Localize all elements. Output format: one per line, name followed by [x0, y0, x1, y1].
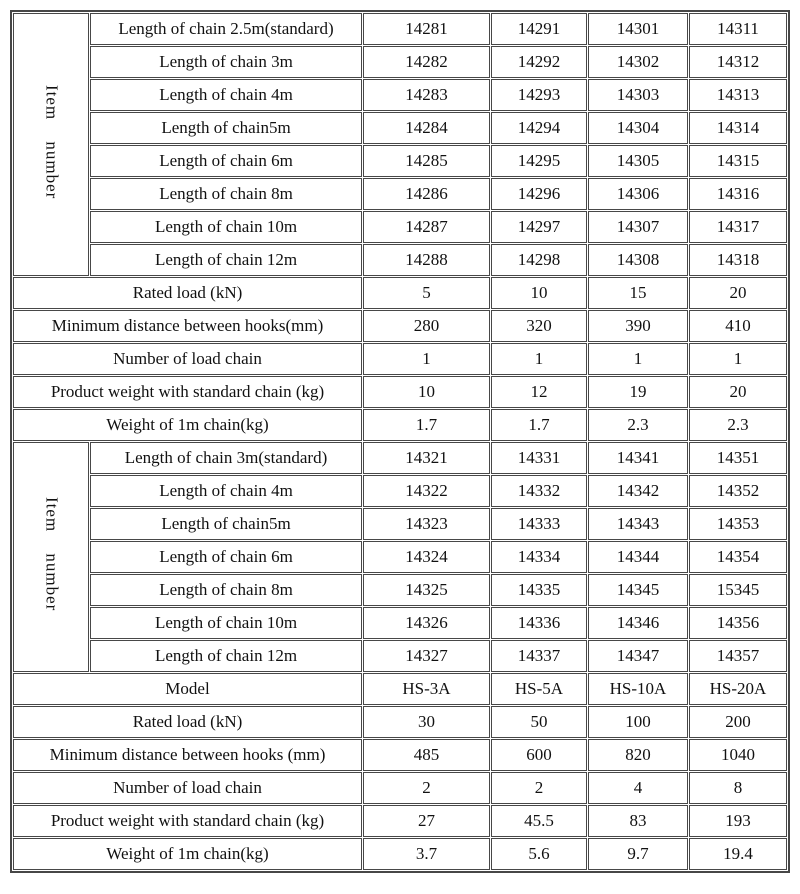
value-cell: 50 — [491, 706, 587, 738]
value-cell: 5.6 — [491, 838, 587, 870]
table-row — [13, 805, 787, 837]
value-cell: 30 — [363, 706, 490, 738]
value-cell: HS-20A — [689, 673, 787, 705]
row-label: Length of chain 4m — [90, 475, 362, 507]
value-cell: 14357 — [689, 640, 787, 672]
value-cell: 1 — [363, 343, 490, 375]
value-cell: 1 — [588, 343, 688, 375]
table-row — [13, 739, 787, 771]
table-row — [13, 277, 787, 309]
value-cell: HS-3A — [363, 673, 490, 705]
row-label: Number of load chain — [13, 343, 362, 375]
value-cell: 14318 — [689, 244, 787, 276]
table-row — [13, 310, 787, 342]
table-row — [13, 442, 787, 474]
table-row — [13, 574, 787, 606]
value-cell: 14324 — [363, 541, 490, 573]
value-cell: 14336 — [491, 607, 587, 639]
value-cell: 14347 — [588, 640, 688, 672]
value-cell: 14353 — [689, 508, 787, 540]
value-cell: 14331 — [491, 442, 587, 474]
value-cell: 390 — [588, 310, 688, 342]
value-cell: 20 — [689, 277, 787, 309]
item-number-vertical-label: Item number — [42, 497, 62, 612]
value-cell: 14288 — [363, 244, 490, 276]
value-cell: 100 — [588, 706, 688, 738]
row-label: Length of chain 6m — [90, 145, 362, 177]
value-cell: 5 — [363, 277, 490, 309]
table-row — [13, 376, 787, 408]
row-label: Minimum distance between hooks (mm) — [13, 739, 362, 771]
table-row — [13, 178, 787, 210]
value-cell: 485 — [363, 739, 490, 771]
value-cell: 14304 — [588, 112, 688, 144]
value-cell: 14292 — [491, 46, 587, 78]
value-cell: 14354 — [689, 541, 787, 573]
table-row — [13, 607, 787, 639]
value-cell: 14344 — [588, 541, 688, 573]
value-cell: 4 — [588, 772, 688, 804]
row-label: Length of chain 10m — [90, 211, 362, 243]
value-cell: 820 — [588, 739, 688, 771]
value-cell: 10 — [491, 277, 587, 309]
value-cell: 14315 — [689, 145, 787, 177]
table-row — [13, 838, 787, 870]
row-label: Minimum distance between hooks(mm) — [13, 310, 362, 342]
value-cell: 10 — [363, 376, 490, 408]
value-cell: 45.5 — [491, 805, 587, 837]
table-row — [13, 211, 787, 243]
table-row — [13, 13, 787, 45]
row-label: Length of chain 8m — [90, 574, 362, 606]
value-cell: 14302 — [588, 46, 688, 78]
value-cell: 2.3 — [689, 409, 787, 441]
row-label: Product weight with standard chain (kg) — [13, 376, 362, 408]
value-cell: 83 — [588, 805, 688, 837]
value-cell: 14326 — [363, 607, 490, 639]
value-cell: 14323 — [363, 508, 490, 540]
value-cell: 14332 — [491, 475, 587, 507]
value-cell: 14314 — [689, 112, 787, 144]
value-cell: 14291 — [491, 13, 587, 45]
row-label: Length of chain 12m — [90, 244, 362, 276]
value-cell: 410 — [689, 310, 787, 342]
value-cell: 14286 — [363, 178, 490, 210]
value-cell: 1.7 — [491, 409, 587, 441]
spec-table — [10, 10, 790, 873]
value-cell: 14327 — [363, 640, 490, 672]
value-cell: 14345 — [588, 574, 688, 606]
row-label: Rated load (kN) — [13, 277, 362, 309]
value-cell: 14321 — [363, 442, 490, 474]
value-cell: 1.7 — [363, 409, 490, 441]
value-cell: 14287 — [363, 211, 490, 243]
table-row — [13, 112, 787, 144]
table-row — [13, 79, 787, 111]
value-cell: 12 — [491, 376, 587, 408]
value-cell: 27 — [363, 805, 490, 837]
value-cell: 14301 — [588, 13, 688, 45]
value-cell: 14316 — [689, 178, 787, 210]
table-row — [13, 475, 787, 507]
value-cell: 14342 — [588, 475, 688, 507]
value-cell: 20 — [689, 376, 787, 408]
table-row — [13, 244, 787, 276]
value-cell: 14317 — [689, 211, 787, 243]
value-cell: 193 — [689, 805, 787, 837]
value-cell: 14295 — [491, 145, 587, 177]
value-cell: HS-5A — [491, 673, 587, 705]
table-row — [13, 343, 787, 375]
value-cell: 8 — [689, 772, 787, 804]
value-cell: 14283 — [363, 79, 490, 111]
value-cell: 1 — [491, 343, 587, 375]
value-cell: 14352 — [689, 475, 787, 507]
value-cell: 280 — [363, 310, 490, 342]
value-cell: 14297 — [491, 211, 587, 243]
value-cell: 1 — [689, 343, 787, 375]
value-cell: 14346 — [588, 607, 688, 639]
value-cell: 19 — [588, 376, 688, 408]
value-cell: 9.7 — [588, 838, 688, 870]
value-cell: 14294 — [491, 112, 587, 144]
row-label: Weight of 1m chain(kg) — [13, 409, 362, 441]
table-row — [13, 706, 787, 738]
value-cell: 14312 — [689, 46, 787, 78]
value-cell: 14325 — [363, 574, 490, 606]
row-label: Length of chain 10m — [90, 607, 362, 639]
item-number-vertical-label: Item number — [42, 84, 62, 200]
value-cell: 14303 — [588, 79, 688, 111]
row-label: Length of chain 8m — [90, 178, 362, 210]
value-cell: 320 — [491, 310, 587, 342]
row-label: Weight of 1m chain(kg) — [13, 838, 362, 870]
value-cell: 2 — [491, 772, 587, 804]
row-label: Rated load (kN) — [13, 706, 362, 738]
value-cell: 14356 — [689, 607, 787, 639]
value-cell: 14343 — [588, 508, 688, 540]
table-row — [13, 46, 787, 78]
value-cell: 14311 — [689, 13, 787, 45]
row-label: Length of chain5m — [90, 508, 362, 540]
value-cell: HS-10A — [588, 673, 688, 705]
value-cell: 14296 — [491, 178, 587, 210]
value-cell: 14334 — [491, 541, 587, 573]
value-cell: 2.3 — [588, 409, 688, 441]
row-label: Product weight with standard chain (kg) — [13, 805, 362, 837]
row-label: Length of chain5m — [90, 112, 362, 144]
table-row — [13, 508, 787, 540]
table-row — [13, 409, 787, 441]
item-number-group-header-1 — [13, 13, 89, 276]
value-cell: 1040 — [689, 739, 787, 771]
table-row — [13, 541, 787, 573]
value-cell: 2 — [363, 772, 490, 804]
value-cell: 14313 — [689, 79, 787, 111]
row-label: Length of chain 6m — [90, 541, 362, 573]
value-cell: 14341 — [588, 442, 688, 474]
row-label: Length of chain 2.5m(standard) — [90, 13, 362, 45]
value-cell: 14293 — [491, 79, 587, 111]
item-number-group-header-2 — [13, 442, 89, 672]
table-row — [13, 145, 787, 177]
value-cell: 200 — [689, 706, 787, 738]
value-cell: 14305 — [588, 145, 688, 177]
value-cell: 14281 — [363, 13, 490, 45]
value-cell: 14337 — [491, 640, 587, 672]
row-label: Length of chain 12m — [90, 640, 362, 672]
row-label: Model — [13, 673, 362, 705]
table-row — [13, 640, 787, 672]
value-cell: 3.7 — [363, 838, 490, 870]
value-cell: 14285 — [363, 145, 490, 177]
row-label: Length of chain 3m(standard) — [90, 442, 362, 474]
value-cell: 600 — [491, 739, 587, 771]
value-cell: 19.4 — [689, 838, 787, 870]
value-cell: 14335 — [491, 574, 587, 606]
row-label: Length of chain 4m — [90, 79, 362, 111]
value-cell: 14284 — [363, 112, 490, 144]
value-cell: 14298 — [491, 244, 587, 276]
value-cell: 14306 — [588, 178, 688, 210]
table-row — [13, 772, 787, 804]
value-cell: 15345 — [689, 574, 787, 606]
value-cell: 14282 — [363, 46, 490, 78]
value-cell: 14351 — [689, 442, 787, 474]
value-cell: 15 — [588, 277, 688, 309]
table-row — [13, 673, 787, 705]
value-cell: 14322 — [363, 475, 490, 507]
value-cell: 14307 — [588, 211, 688, 243]
value-cell: 14333 — [491, 508, 587, 540]
value-cell: 14308 — [588, 244, 688, 276]
row-label: Length of chain 3m — [90, 46, 362, 78]
row-label: Number of load chain — [13, 772, 362, 804]
